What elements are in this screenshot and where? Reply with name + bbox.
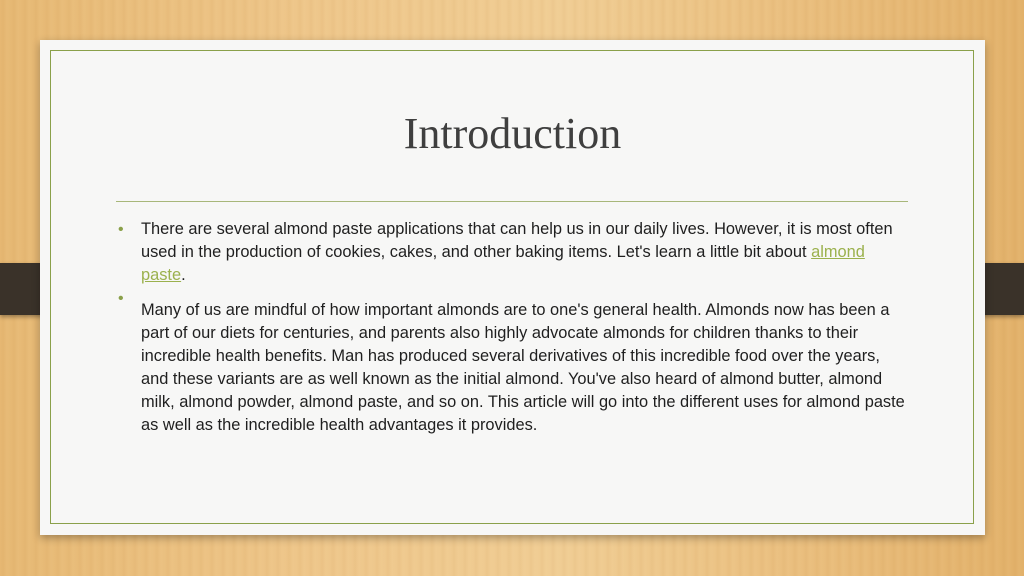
bullet-dot-icon: • [118,290,124,307]
bullet-1-text-end: . [181,266,186,284]
bullet-list [118,218,908,437]
bullet-2-text: Many of us are mindful of how important almonds are to one's general health. Almonds now has been a part of our diets for centuries, and parents also highly advocate almonds for children thanks to their incredible health benefits. Man has produced several derivatives of this incredible food over the years, and these variants are as well known as the initial almond. You've also heard of almond butter, almond milk, almond powder, almond paste, and so on. This article will go into the different uses for almond paste as well as the incredible health advantages it provides. [141,301,905,434]
almond-paste-link[interactable]: almond paste [141,243,865,284]
title-divider [116,201,908,202]
bullet-2-spacer [141,287,908,299]
bullet-dot-icon: • [118,221,124,238]
slide-title: Introduction [403,109,622,158]
slide-card [40,40,985,535]
bullet-1-text: There are several almond paste applications that can help us in our daily lives. However, it is most often used in the production of cookies, cakes, and other baking items. Let's learn a little bit about [141,220,893,261]
bullet-item-1 [118,218,908,287]
bullet-item-2 [118,287,908,437]
